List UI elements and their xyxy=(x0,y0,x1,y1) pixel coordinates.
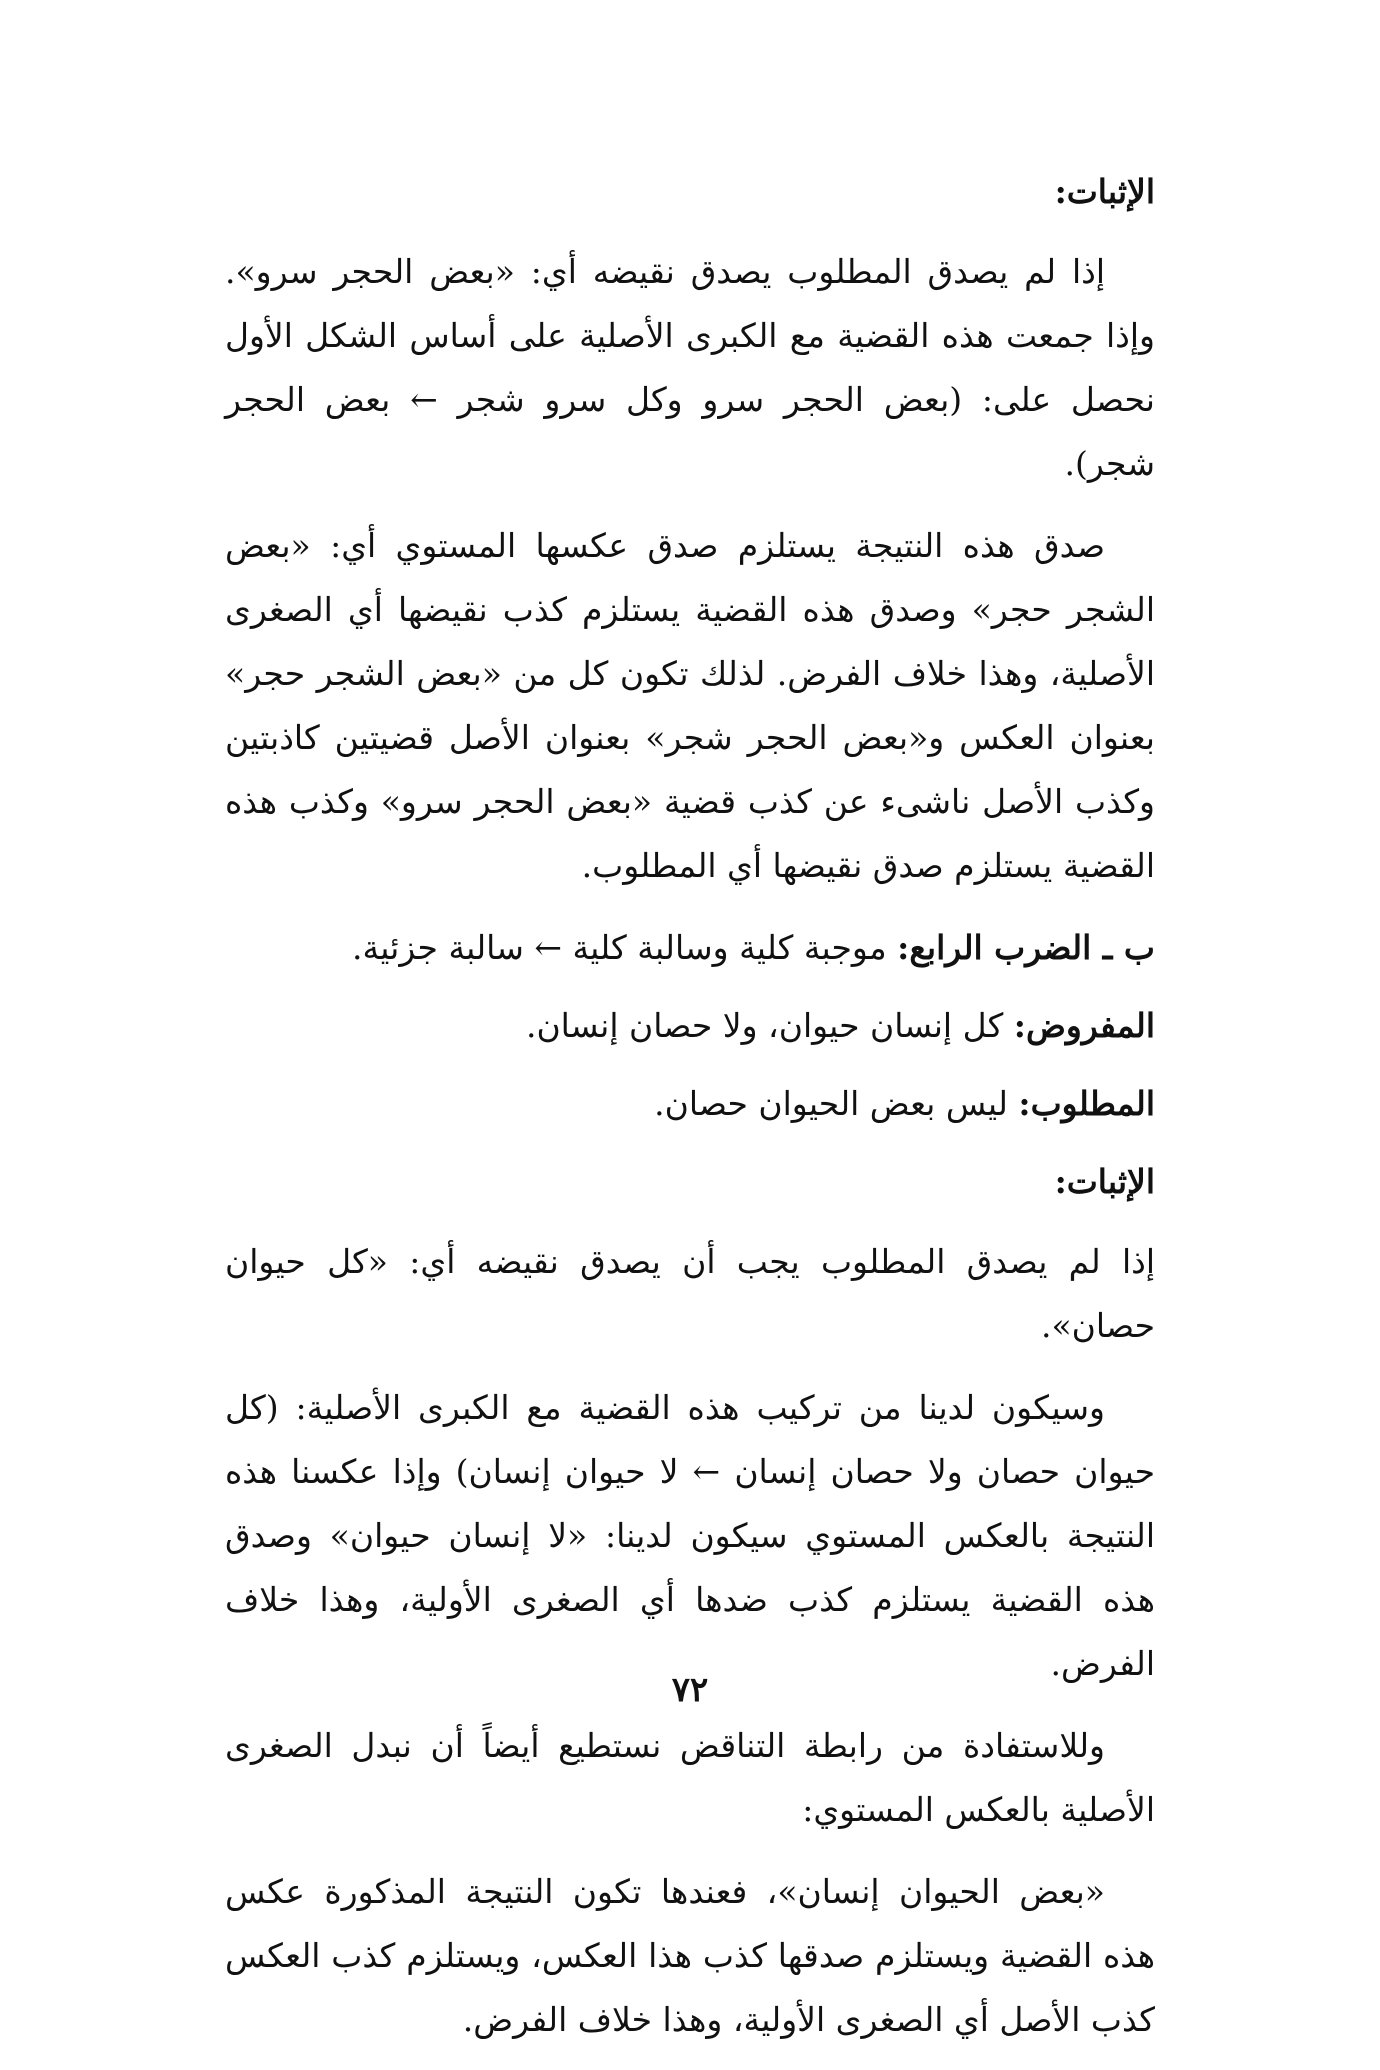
paragraph-1: إذا لم يصدق المطلوب يصدق نقيضه أي: «بعض الحجر سرو». وإذا جمعت هذه القضية مع الكبرى الأصلية على أساس الشكل الأول نحصل على: (بعض الحجر سرو وكل سرو شجر ← بعض الحجر شجر). xyxy=(225,252,1155,483)
assumed-label: المفروض: xyxy=(1013,1006,1155,1045)
paragraph-4: وسيكون لدينا من تركيب هذه القضية مع الكبرى الأصلية: (كل حيوان حصان ولا حصان إنسان ← لا حيوان إنسان) وإذا عكسنا هذه النتيجة بالعكس المستوي سيكون لدينا: «لا إنسان حيوان» وصدق هذه القضية يستلزم كذب ضدها أي الصغرى الأولية، وهذا خلاف الفرض. xyxy=(225,1388,1155,1683)
paragraph-6: «بعض الحيوان إنسان»، فعندها تكون النتيجة المذكورة عكس هذه القضية ويستلزم صدقها كذب هذا العكس، ويستلزم كذب العكس كذب الأصل أي الصغرى الأولية، وهذا خلاف الفرض. xyxy=(225,1872,1155,2039)
fourth-mood-block xyxy=(225,916,1155,1358)
paragraph-3: إذا لم يصدق المطلوب يجب أن يصدق نقيضه أي: «كل حيوان حصان». xyxy=(225,1242,1155,1345)
proof-heading-1: الإثبات: xyxy=(1054,172,1155,211)
assumed-line xyxy=(225,994,1155,1058)
fourth-mood-text: موجبة كلية وسالبة كلية ← سالبة جزئية. xyxy=(352,928,898,967)
proof-heading-2: الإثبات: xyxy=(1054,1162,1155,1201)
required-label: المطلوب: xyxy=(1018,1084,1155,1123)
fourth-mood-label: ب ـ الضرب الرابع: xyxy=(897,928,1155,967)
required-text: ليس بعض الحيوان حصان. xyxy=(654,1084,1019,1123)
page-number: ٧٢ xyxy=(671,1670,709,1710)
required-line xyxy=(225,1072,1155,1136)
paragraph-5: وللاستفادة من رابطة التناقض نستطيع أيضاً أن نبدل الصغرى الأصلية بالعكس المستوي: xyxy=(225,1726,1155,1829)
paragraph-2: صدق هذه النتيجة يستلزم صدق عكسها المستوي أي: «بعض الشجر حجر» وصدق هذه القضية يستلزم كذب نقيضها أي الصغرى الأصلية، وهذا خلاف الفرض. لذلك تكون كل من «بعض الشجر حجر» بعنوان العكس و«بعض الحجر شجر» بعنوان الأصل قضيتين كاذبتين وكذب الأصل ناشىء عن كذب قضية «بعض الحجر سرو» وكذب هذه القضية يستلزم صدق نقيضها أي المطلوب. xyxy=(225,526,1155,885)
fourth-mood-line xyxy=(225,916,1155,980)
page-body xyxy=(225,160,1155,2070)
assumed-text: كل إنسان حيوان، ولا حصان إنسان. xyxy=(525,1006,1014,1045)
